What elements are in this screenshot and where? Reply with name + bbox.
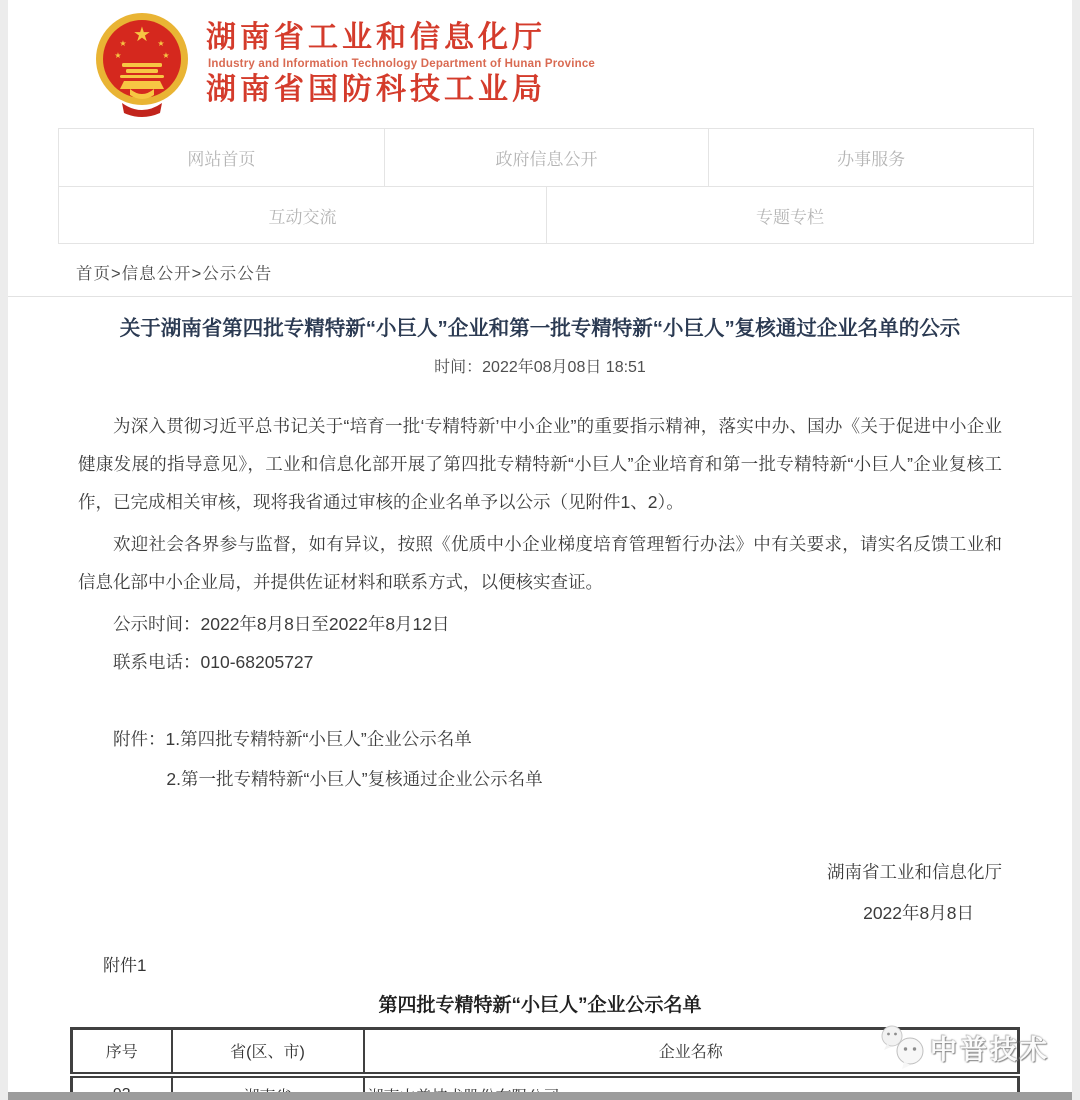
- signature-org: 湖南省工业和信息化厅: [827, 862, 1002, 882]
- main-nav: [58, 128, 1034, 244]
- wechat-chat-bubbles-icon: [878, 1024, 930, 1070]
- attachment-item-1: 附件：1.第四批专精特新“小巨人”企业公示名单: [113, 729, 472, 749]
- svg-text:★: ★: [133, 24, 151, 46]
- annex-label: 附件1: [103, 956, 147, 975]
- attachment-list: [78, 719, 1002, 799]
- annex-table-title: 第四批专精特新“小巨人”企业公示名单: [378, 995, 702, 1016]
- bottom-cutoff-bar: [8, 1092, 1072, 1100]
- attachment-item-2: 2.第一批专精特新“小巨人”复核通过企业公示名单: [166, 769, 543, 789]
- contact-phone: 联系电话：010-68205727: [113, 652, 314, 672]
- nav-item-interaction[interactable]: 互动交流: [268, 207, 337, 227]
- site-header: [8, 0, 1072, 128]
- table-header-row: [72, 1029, 1019, 1075]
- breadcrumb[interactable]: 首页>信息公开>公示公告: [8, 244, 1072, 297]
- signature-date: 2022年8月8日: [863, 903, 974, 923]
- header-org-text: [206, 21, 595, 107]
- nav-item-services[interactable]: 办事服务: [708, 129, 1033, 186]
- org-name-secondary: 湖南省国防科技工业局: [206, 73, 546, 106]
- article-body: [78, 407, 1002, 925]
- paragraph-1: 为深入贯彻习近平总书记关于“培育一批‘专精特新’中小企业”的重要指示精神，落实中办、国办《关于促进中小企业健康发展的指导意见》，工业和信息化部开展了第四批专精特新“小巨人”企业培育和第一批专精特新“小巨人”企业复核工作，已完成相关审核，现将我省通过审核的企业名单予以公示（见附件1、2）。: [78, 416, 1002, 512]
- org-name-primary: 湖南省工业和信息化厅: [206, 21, 546, 54]
- col-header-index: 序号: [72, 1029, 172, 1075]
- china-national-emblem-icon: [92, 11, 192, 117]
- page-title: 关于湖南省第四批专精特新“小巨人”企业和第一批专精特新“小巨人”复核通过企业名单的公示: [119, 317, 961, 340]
- svg-text:★: ★: [114, 51, 122, 60]
- signature-block: [78, 859, 1002, 925]
- col-header-province: 省(区、市): [172, 1029, 364, 1075]
- col-header-company: 企业名称: [364, 1029, 1019, 1075]
- page: [8, 0, 1072, 1100]
- publish-time: 时间：2022年08月08日 18:51: [434, 359, 646, 376]
- nav-item-special-columns[interactable]: 专题专栏: [546, 187, 1033, 243]
- nav-item-home[interactable]: 网站首页: [187, 150, 256, 169]
- watermark-text: 中普技术: [930, 1034, 1050, 1065]
- svg-text:★: ★: [119, 39, 127, 48]
- svg-text:★: ★: [162, 51, 170, 60]
- nav-row-2: [59, 186, 1033, 243]
- org-name-english: Industry and Information Technology Department of Hunan Province: [208, 58, 596, 70]
- nav-row-1: [59, 129, 1033, 186]
- nav-item-gov-info[interactable]: 政府信息公开: [384, 129, 709, 186]
- paragraph-2: 欢迎社会各界参与监督，如有异议，按照《优质中小企业梯度培育管理暂行办法》中有关要求，请实名反馈工业和信息化部中小企业局，并提供佐证材料和联系方式，以便核实查证。: [78, 534, 1002, 592]
- watermark: [878, 1024, 1050, 1070]
- publicity-period: 公示时间：2022年8月8日至2022年8月12日: [113, 614, 450, 634]
- svg-text:★: ★: [157, 39, 165, 48]
